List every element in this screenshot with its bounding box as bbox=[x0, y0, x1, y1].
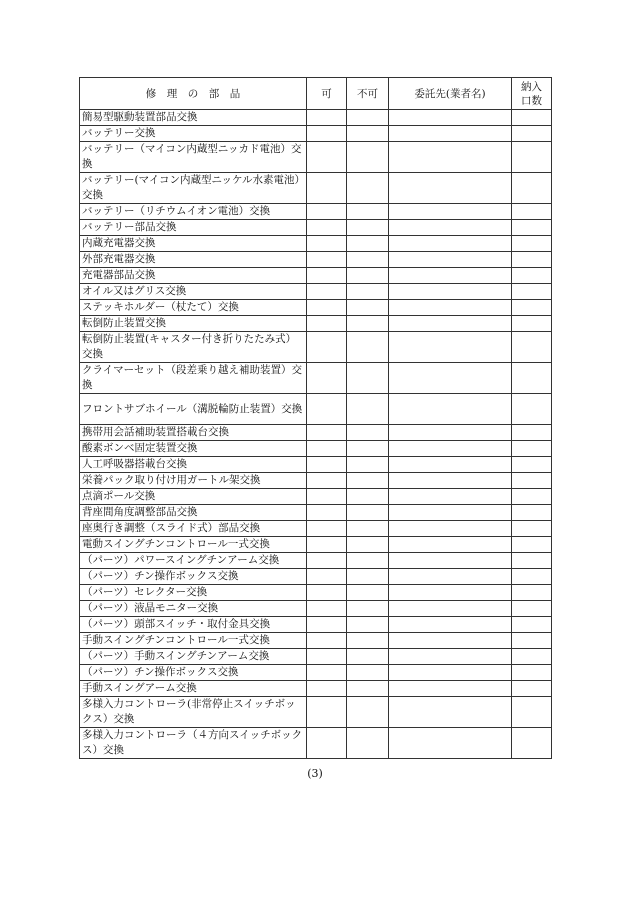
possible-cell bbox=[307, 505, 347, 521]
possible-cell bbox=[307, 633, 347, 649]
delivery-count-cell bbox=[512, 601, 552, 617]
vendor-cell bbox=[389, 489, 512, 505]
possible-cell bbox=[307, 394, 347, 425]
vendor-cell bbox=[389, 332, 512, 363]
delivery-count-cell bbox=[512, 220, 552, 236]
repair-part-cell: バッテリー交換 bbox=[80, 126, 307, 142]
possible-cell bbox=[307, 457, 347, 473]
vendor-cell bbox=[389, 681, 512, 697]
table-row bbox=[80, 489, 552, 505]
delivery-count-cell bbox=[512, 110, 552, 126]
table-row bbox=[80, 220, 552, 236]
table-row bbox=[80, 173, 552, 204]
possible-cell bbox=[307, 284, 347, 300]
repair-part-cell: 酸素ボンベ固定装置交換 bbox=[80, 441, 307, 457]
impossible-cell bbox=[347, 204, 389, 220]
vendor-cell bbox=[389, 633, 512, 649]
impossible-cell bbox=[347, 142, 389, 173]
table-row bbox=[80, 204, 552, 220]
impossible-cell bbox=[347, 569, 389, 585]
impossible-cell bbox=[347, 601, 389, 617]
table-row bbox=[80, 728, 552, 759]
table-row bbox=[80, 236, 552, 252]
repair-part-cell: 多様入力コントローラ（４方向スイッチボックス）交換 bbox=[80, 728, 307, 759]
repair-part-cell: 多様入力コントローラ(非常停止スイッチボックス）交換 bbox=[80, 697, 307, 728]
delivery-count-cell bbox=[512, 505, 552, 521]
impossible-cell bbox=[347, 697, 389, 728]
repair-part-cell: バッテリー部品交換 bbox=[80, 220, 307, 236]
repair-part-cell: オイル又はグリス交換 bbox=[80, 284, 307, 300]
delivery-count-cell bbox=[512, 457, 552, 473]
repair-part-cell: ステッキホルダー（杖たて）交換 bbox=[80, 300, 307, 316]
possible-cell bbox=[307, 126, 347, 142]
vendor-cell bbox=[389, 126, 512, 142]
table-row bbox=[80, 142, 552, 173]
repair-part-cell: フロントサブホイール（溝脱輪防止装置）交換 bbox=[80, 394, 307, 425]
impossible-cell bbox=[347, 649, 389, 665]
vendor-cell bbox=[389, 425, 512, 441]
repair-part-cell: 背座間角度調整部品交換 bbox=[80, 505, 307, 521]
page-number: (3) bbox=[307, 767, 323, 780]
possible-cell bbox=[307, 425, 347, 441]
delivery-count-cell bbox=[512, 441, 552, 457]
table-row bbox=[80, 363, 552, 394]
delivery-count-cell bbox=[512, 316, 552, 332]
delivery-count-cell bbox=[512, 553, 552, 569]
delivery-count-cell bbox=[512, 569, 552, 585]
vendor-cell bbox=[389, 394, 512, 425]
repair-part-cell: 座奥行き調整（スライド式）部品交換 bbox=[80, 521, 307, 537]
possible-cell bbox=[307, 681, 347, 697]
delivery-count-cell bbox=[512, 425, 552, 441]
possible-cell bbox=[307, 363, 347, 394]
table-row bbox=[80, 553, 552, 569]
repair-part-cell: 外部充電器交換 bbox=[80, 252, 307, 268]
repair-part-cell: 内蔵充電器交換 bbox=[80, 236, 307, 252]
impossible-cell bbox=[347, 473, 389, 489]
vendor-cell bbox=[389, 537, 512, 553]
impossible-cell bbox=[347, 284, 389, 300]
table-row bbox=[80, 633, 552, 649]
vendor-cell bbox=[389, 363, 512, 394]
delivery-count-cell bbox=[512, 268, 552, 284]
impossible-cell bbox=[347, 236, 389, 252]
table-row bbox=[80, 316, 552, 332]
table-row bbox=[80, 697, 552, 728]
impossible-cell bbox=[347, 126, 389, 142]
delivery-count-cell bbox=[512, 363, 552, 394]
repair-part-cell: （パーツ）頭部スイッチ・取付金具交換 bbox=[80, 617, 307, 633]
vendor-cell bbox=[389, 473, 512, 489]
delivery-count-cell bbox=[512, 489, 552, 505]
repair-part-cell: バッテリー(マイコン内蔵型ニッケル水素電池）交換 bbox=[80, 173, 307, 204]
delivery-count-cell bbox=[512, 697, 552, 728]
possible-cell bbox=[307, 236, 347, 252]
vendor-cell bbox=[389, 204, 512, 220]
impossible-cell bbox=[347, 300, 389, 316]
repair-part-cell: （パーツ）手動スイングチンアーム交換 bbox=[80, 649, 307, 665]
repair-part-cell: 手動スイングアーム交換 bbox=[80, 681, 307, 697]
delivery-count-cell bbox=[512, 728, 552, 759]
possible-cell bbox=[307, 332, 347, 363]
delivery-count-cell bbox=[512, 394, 552, 425]
vendor-cell bbox=[389, 441, 512, 457]
possible-cell bbox=[307, 173, 347, 204]
vendor-cell bbox=[389, 617, 512, 633]
table-row bbox=[80, 585, 552, 601]
vendor-cell bbox=[389, 252, 512, 268]
vendor-cell bbox=[389, 649, 512, 665]
repair-part-cell: （パーツ）チン操作ボックス交換 bbox=[80, 569, 307, 585]
possible-cell bbox=[307, 553, 347, 569]
possible-cell bbox=[307, 585, 347, 601]
vendor-cell bbox=[389, 220, 512, 236]
repair-part-cell: 簡易型駆動装置部品交換 bbox=[80, 110, 307, 126]
repair-part-cell: （パーツ）チン操作ボックス交換 bbox=[80, 665, 307, 681]
impossible-cell bbox=[347, 316, 389, 332]
table-row bbox=[80, 441, 552, 457]
vendor-cell bbox=[389, 601, 512, 617]
vendor-cell bbox=[389, 505, 512, 521]
table-row bbox=[80, 665, 552, 681]
impossible-cell bbox=[347, 425, 389, 441]
delivery-count-cell bbox=[512, 173, 552, 204]
delivery-count-cell bbox=[512, 300, 552, 316]
impossible-cell bbox=[347, 252, 389, 268]
possible-cell bbox=[307, 537, 347, 553]
impossible-cell bbox=[347, 681, 389, 697]
vendor-cell bbox=[389, 728, 512, 759]
vendor-cell bbox=[389, 553, 512, 569]
delivery-count-cell bbox=[512, 521, 552, 537]
vendor-cell bbox=[389, 173, 512, 204]
table-row bbox=[80, 521, 552, 537]
table-row bbox=[80, 268, 552, 284]
table-row bbox=[80, 681, 552, 697]
repair-part-cell: 電動スイングチンコントロール一式交換 bbox=[80, 537, 307, 553]
vendor-cell bbox=[389, 697, 512, 728]
possible-cell bbox=[307, 268, 347, 284]
header-possible: 可 bbox=[307, 78, 347, 110]
impossible-cell bbox=[347, 332, 389, 363]
header-impossible: 不可 bbox=[347, 78, 389, 110]
table-row bbox=[80, 110, 552, 126]
impossible-cell bbox=[347, 585, 389, 601]
repair-part-cell: クライマーセット（段差乗り越え補助装置）交換 bbox=[80, 363, 307, 394]
repair-part-cell: 手動スイングチンコントロール一式交換 bbox=[80, 633, 307, 649]
possible-cell bbox=[307, 110, 347, 126]
table-body bbox=[80, 110, 552, 759]
impossible-cell bbox=[347, 537, 389, 553]
repair-part-cell: 栄養パック取り付け用ガートル架交換 bbox=[80, 473, 307, 489]
table-row bbox=[80, 300, 552, 316]
impossible-cell bbox=[347, 110, 389, 126]
possible-cell bbox=[307, 300, 347, 316]
delivery-count-cell bbox=[512, 236, 552, 252]
possible-cell bbox=[307, 649, 347, 665]
table-row bbox=[80, 284, 552, 300]
impossible-cell bbox=[347, 728, 389, 759]
delivery-count-cell bbox=[512, 585, 552, 601]
vendor-cell bbox=[389, 665, 512, 681]
table-row bbox=[80, 332, 552, 363]
table-row bbox=[80, 601, 552, 617]
possible-cell bbox=[307, 489, 347, 505]
possible-cell bbox=[307, 569, 347, 585]
repair-parts-table bbox=[79, 77, 552, 759]
vendor-cell bbox=[389, 585, 512, 601]
impossible-cell bbox=[347, 521, 389, 537]
delivery-count-cell bbox=[512, 142, 552, 173]
delivery-count-cell bbox=[512, 332, 552, 363]
table-row bbox=[80, 569, 552, 585]
possible-cell bbox=[307, 728, 347, 759]
delivery-count-cell bbox=[512, 537, 552, 553]
impossible-cell bbox=[347, 394, 389, 425]
delivery-count-cell bbox=[512, 617, 552, 633]
impossible-cell bbox=[347, 665, 389, 681]
table-row bbox=[80, 457, 552, 473]
impossible-cell bbox=[347, 553, 389, 569]
vendor-cell bbox=[389, 316, 512, 332]
vendor-cell bbox=[389, 110, 512, 126]
delivery-count-cell bbox=[512, 126, 552, 142]
possible-cell bbox=[307, 473, 347, 489]
header-vendor: 委託先(業者名) bbox=[389, 78, 512, 110]
delivery-count-cell bbox=[512, 284, 552, 300]
impossible-cell bbox=[347, 489, 389, 505]
delivery-count-cell bbox=[512, 681, 552, 697]
repair-part-cell: （パーツ）パワースイングチンアーム交換 bbox=[80, 553, 307, 569]
impossible-cell bbox=[347, 505, 389, 521]
impossible-cell bbox=[347, 633, 389, 649]
repair-part-cell: 点滴ポール交換 bbox=[80, 489, 307, 505]
table-row bbox=[80, 649, 552, 665]
table-row bbox=[80, 126, 552, 142]
vendor-cell bbox=[389, 300, 512, 316]
delivery-count-cell bbox=[512, 252, 552, 268]
possible-cell bbox=[307, 142, 347, 173]
possible-cell bbox=[307, 316, 347, 332]
repair-part-cell: 携帯用会話補助装置搭載台交換 bbox=[80, 425, 307, 441]
delivery-count-cell bbox=[512, 633, 552, 649]
header-delivery-count-text: 納入 口数 bbox=[521, 80, 542, 107]
repair-part-cell: 人工呼吸器搭載台交換 bbox=[80, 457, 307, 473]
impossible-cell bbox=[347, 457, 389, 473]
possible-cell bbox=[307, 220, 347, 236]
vendor-cell bbox=[389, 236, 512, 252]
vendor-cell bbox=[389, 142, 512, 173]
header-delivery-count bbox=[512, 78, 552, 110]
possible-cell bbox=[307, 617, 347, 633]
repair-part-cell: 転倒防止装置交換 bbox=[80, 316, 307, 332]
possible-cell bbox=[307, 204, 347, 220]
repair-part-cell: 充電器部品交換 bbox=[80, 268, 307, 284]
table-row bbox=[80, 617, 552, 633]
table-row bbox=[80, 473, 552, 489]
impossible-cell bbox=[347, 617, 389, 633]
possible-cell bbox=[307, 252, 347, 268]
impossible-cell bbox=[347, 363, 389, 394]
repair-part-cell: （パーツ）セレクター交換 bbox=[80, 585, 307, 601]
table-header-row bbox=[80, 78, 552, 110]
possible-cell bbox=[307, 521, 347, 537]
vendor-cell bbox=[389, 569, 512, 585]
impossible-cell bbox=[347, 441, 389, 457]
table-row bbox=[80, 505, 552, 521]
vendor-cell bbox=[389, 457, 512, 473]
vendor-cell bbox=[389, 268, 512, 284]
table-row bbox=[80, 252, 552, 268]
possible-cell bbox=[307, 697, 347, 728]
repair-part-cell: 転倒防止装置(キャスター付き折りたたみ式）交換 bbox=[80, 332, 307, 363]
impossible-cell bbox=[347, 173, 389, 204]
possible-cell bbox=[307, 441, 347, 457]
impossible-cell bbox=[347, 220, 389, 236]
possible-cell bbox=[307, 601, 347, 617]
repair-part-cell: （パーツ）液晶モニター交換 bbox=[80, 601, 307, 617]
delivery-count-cell bbox=[512, 204, 552, 220]
vendor-cell bbox=[389, 284, 512, 300]
header-repair-part: 修 理 の 部 品 bbox=[80, 78, 307, 110]
possible-cell bbox=[307, 665, 347, 681]
repair-part-cell: バッテリー（リチウムイオン電池）交換 bbox=[80, 204, 307, 220]
repair-part-cell: バッテリー（マイコン内蔵型ニッカド電池）交換 bbox=[80, 142, 307, 173]
vendor-cell bbox=[389, 521, 512, 537]
impossible-cell bbox=[347, 268, 389, 284]
table-row bbox=[80, 394, 552, 425]
table-row bbox=[80, 537, 552, 553]
delivery-count-cell bbox=[512, 473, 552, 489]
delivery-count-cell bbox=[512, 665, 552, 681]
table-row bbox=[80, 425, 552, 441]
delivery-count-cell bbox=[512, 649, 552, 665]
